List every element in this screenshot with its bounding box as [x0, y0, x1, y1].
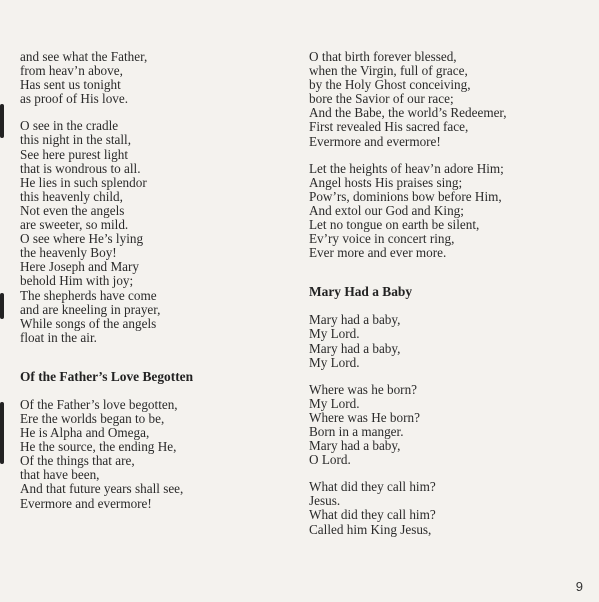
verse-line: O Lord.: [309, 452, 351, 468]
verse-line: While songs of the angels: [20, 315, 157, 331]
verse-line: Born in a manger.: [309, 423, 404, 439]
verse-line: from heav’n above,: [20, 63, 123, 79]
verse-line: that is wondrous to all.: [20, 160, 141, 176]
verse-line: Angel hosts His praises sing;: [309, 174, 463, 190]
binding-mark-bottom: [0, 402, 4, 464]
verse-line: And that future years shall see,: [20, 481, 184, 497]
verse-line: that have been,: [20, 467, 100, 483]
verse-line: Mary had a baby,: [309, 438, 401, 454]
binding-mark-top: [0, 104, 4, 138]
verse-line: Of the Father’s love begotten,: [20, 396, 178, 412]
right-column: [309, 50, 589, 550]
verse-line: are sweeter, so mild.: [20, 217, 129, 233]
verse-line: Here Joseph and Mary: [20, 259, 140, 275]
verse-line: Has sent us tonight: [20, 77, 121, 93]
stanza: [309, 162, 589, 261]
verse-line: the heavenly Boy!: [20, 245, 117, 261]
verse-line: Evermore and evermore!: [309, 133, 441, 149]
stanza: [20, 119, 290, 345]
verse-line: Let the heights of heav’n adore Him;: [309, 160, 504, 176]
verse-line: Mary had a baby,: [309, 312, 401, 328]
verse-line: What did they call him?: [309, 479, 436, 495]
stanza: [309, 383, 589, 468]
stanza: [20, 398, 290, 511]
verse-line: Where was He born?: [309, 409, 420, 425]
verse-line: My Lord.: [309, 354, 360, 370]
verse-line: behold Him with joy;: [20, 273, 134, 289]
verse-line: Evermore and evermore!: [20, 495, 152, 511]
verse-line: Pow’rs, dominions bow before Him,: [309, 188, 502, 204]
verse-line: Where was he born?: [309, 381, 418, 397]
verse-line: Not even the angels: [20, 202, 125, 218]
song-title: Mary Had a Baby: [309, 284, 413, 300]
stanza: [309, 480, 589, 536]
verse-line: My Lord.: [309, 395, 360, 411]
verse-line: by the Holy Ghost conceiving,: [309, 77, 471, 93]
verse-line: He is Alpha and Omega,: [20, 425, 150, 441]
verse-line: as proof of His love.: [20, 91, 129, 107]
song-title: Of the Father’s Love Begotten: [20, 368, 194, 384]
page-number: 9: [575, 579, 583, 594]
verse-line: Called him King Jesus,: [309, 521, 432, 537]
verse-line: The shepherds have come: [20, 287, 157, 303]
verse-line: And extol our God and King;: [309, 202, 464, 218]
verse-line: when the Virgin, full of grace,: [309, 63, 468, 79]
verse-line: He lies in such splendor: [20, 174, 147, 190]
verse-line: Ere the worlds began to be,: [20, 410, 165, 426]
verse-line: He the source, the ending He,: [20, 439, 177, 455]
verse-line: Ev’ry voice in concert ring,: [309, 231, 455, 247]
verse-line: And the Babe, the world’s Redeemer,: [309, 105, 507, 121]
verse-line: What did they call him?: [309, 507, 436, 523]
verse-line: First revealed His sacred face,: [309, 119, 469, 135]
verse-line: this night in the stall,: [20, 132, 131, 148]
verse-line: Mary had a baby,: [309, 340, 401, 356]
left-column: [20, 50, 290, 524]
verse-line: bore the Savior of our race;: [309, 91, 454, 107]
verse-line: and see what the Father,: [20, 49, 148, 64]
verse-line: this heavenly child,: [20, 188, 123, 204]
verse-line: O that birth forever blessed,: [309, 49, 457, 64]
verse-line: Jesus.: [309, 493, 341, 509]
verse-line: float in the air.: [20, 329, 97, 345]
verse-line: Ever more and ever more.: [309, 245, 447, 261]
verse-line: Let no tongue on earth be silent,: [309, 217, 480, 233]
stanza: [309, 50, 589, 149]
verse-line: O see where He’s lying: [20, 231, 144, 247]
stanza: [309, 313, 589, 369]
stanza: [20, 50, 290, 106]
verse-line: See here purest light: [20, 146, 129, 162]
verse-line: My Lord.: [309, 326, 360, 342]
verse-line: O see in the cradle: [20, 118, 119, 134]
verse-line: Of the things that are,: [20, 453, 135, 469]
binding-mark-middle: [0, 293, 4, 319]
verse-line: and are kneeling in prayer,: [20, 301, 161, 317]
